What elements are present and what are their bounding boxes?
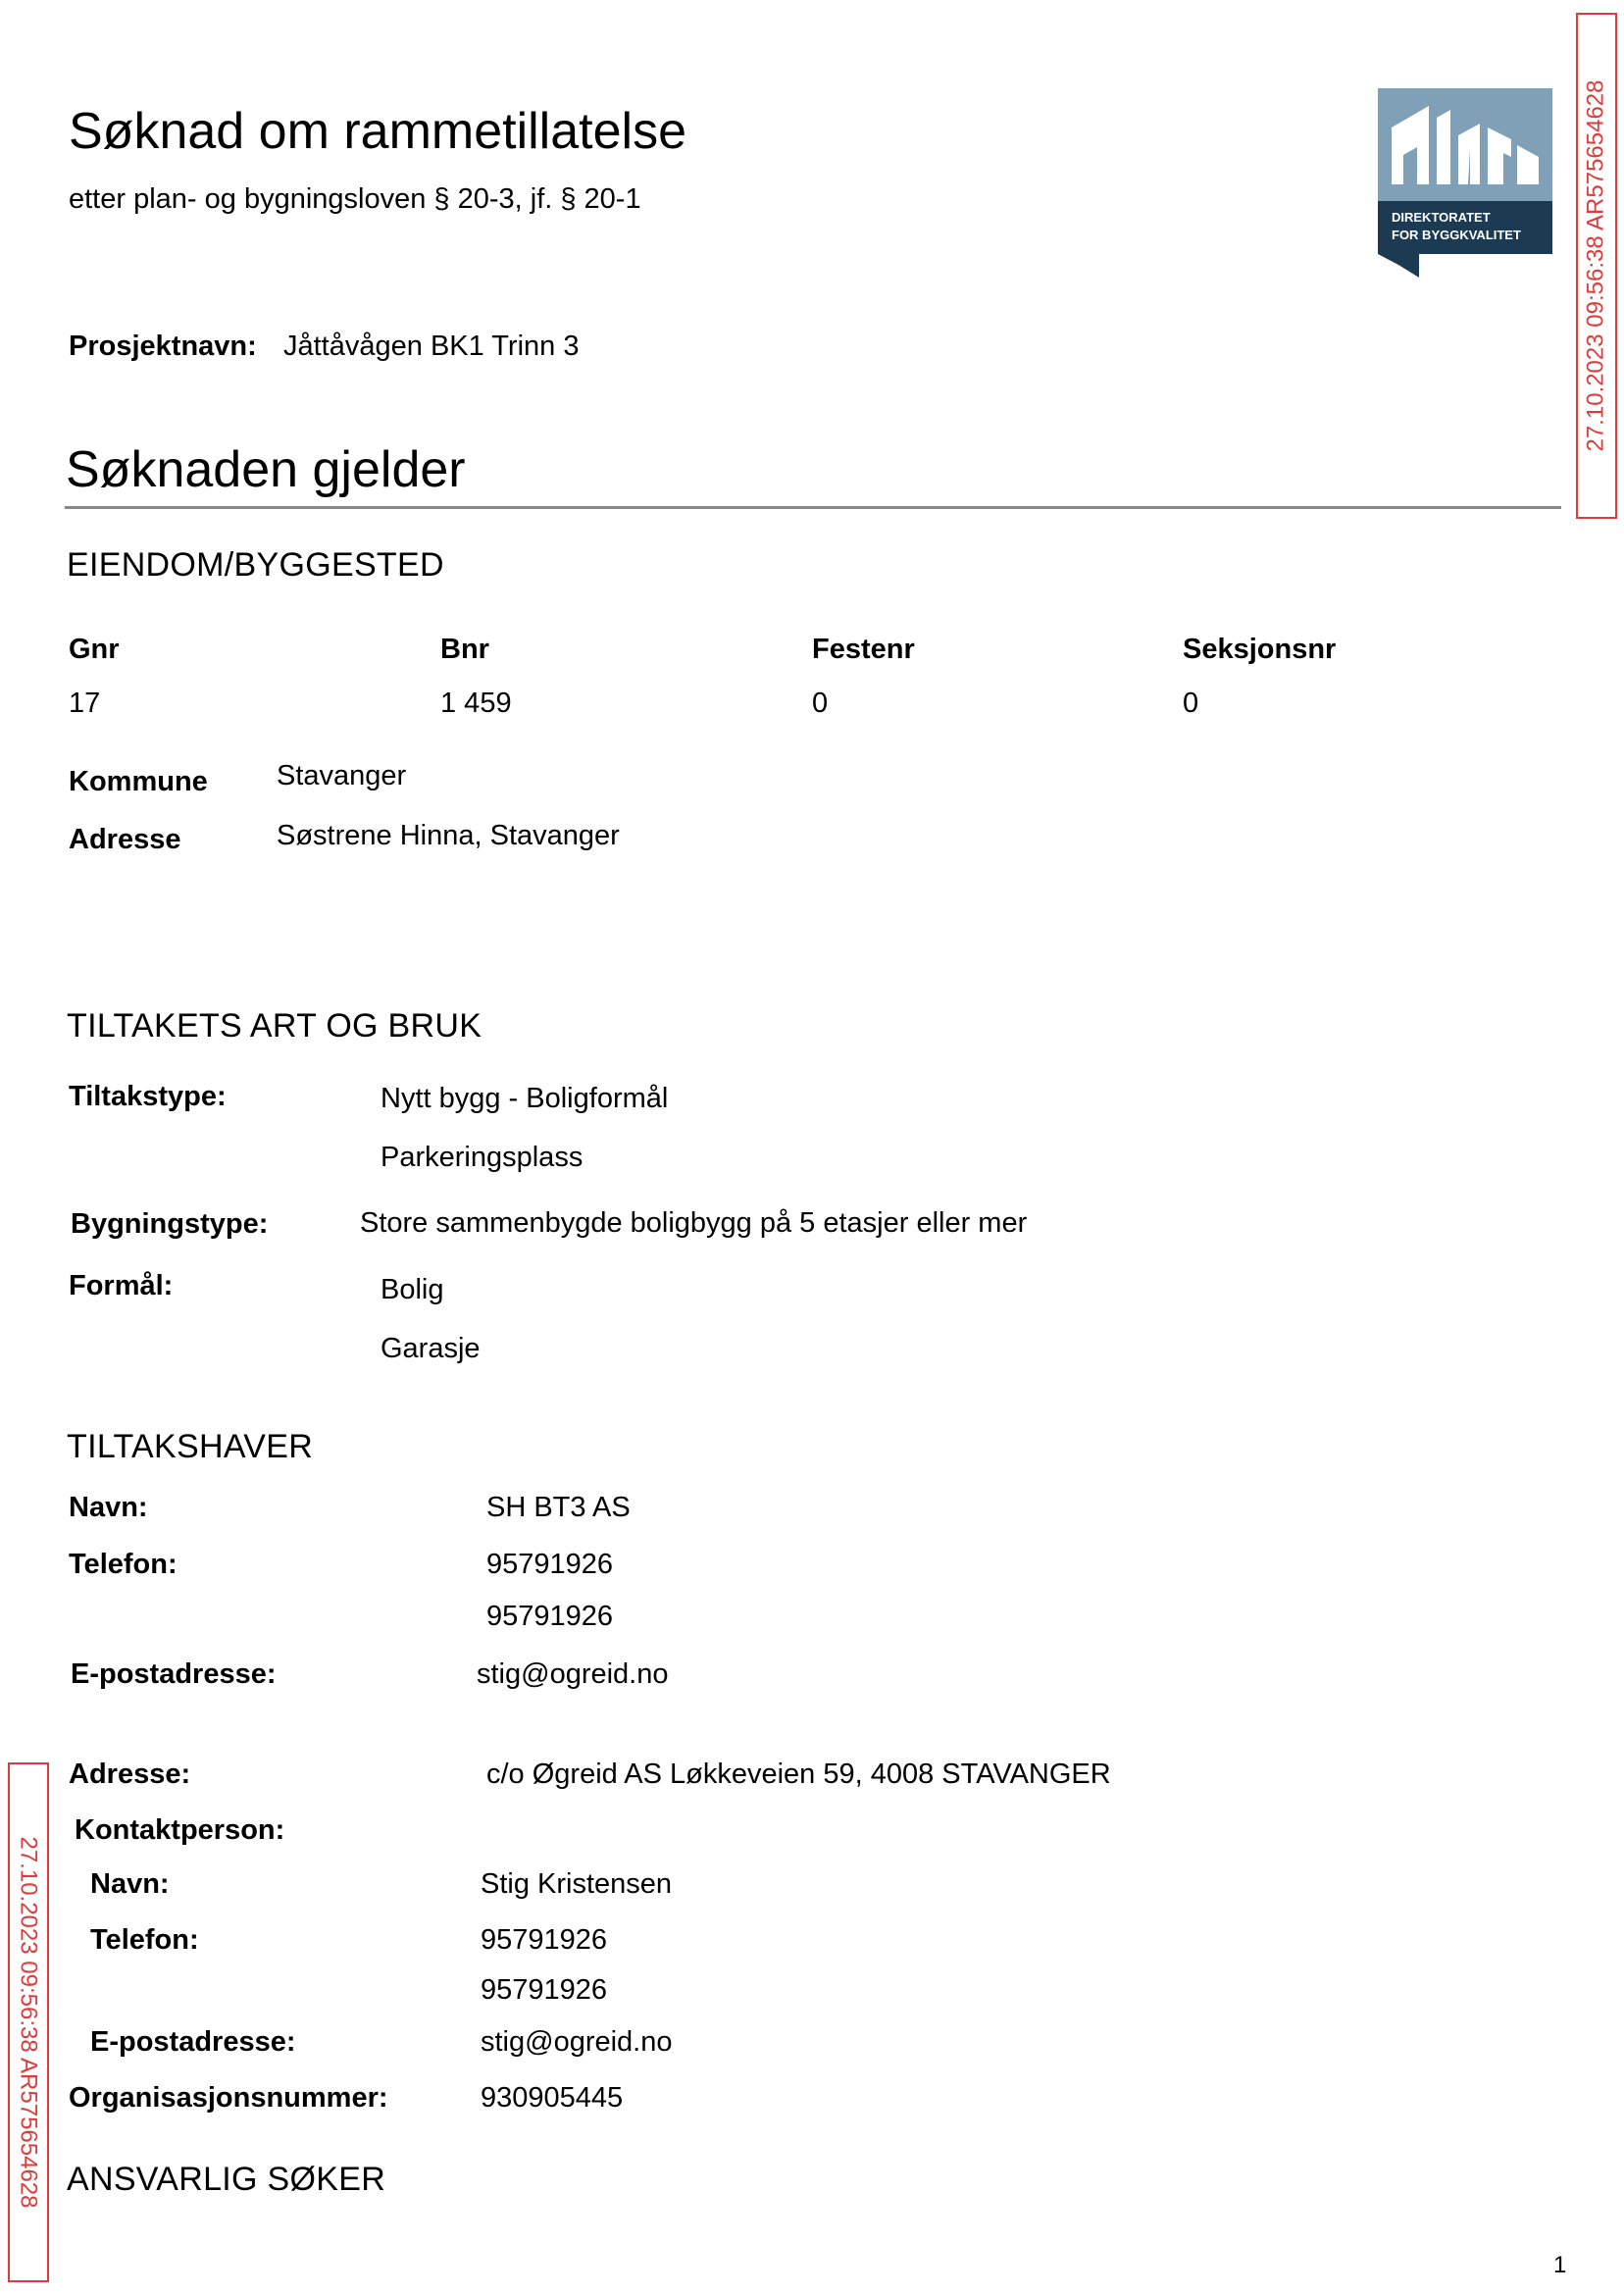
gnr-label: Gnr [69, 634, 120, 665]
kontakt-navn-value: Stig Kristensen [481, 1868, 673, 1900]
project-name-value: Jåttåvågen BK1 Trinn 3 [283, 331, 580, 362]
document-subtitle: etter plan- og bygningsloven § 20-3, jf. § 20-1 [69, 183, 641, 215]
document-title: Søknad om rammetillatelse [69, 103, 686, 160]
tiltakshaver-adresse-value: c/o Øgreid AS Løkkeveien 59, 4008 STAVANGER [486, 1759, 1111, 1790]
tiltakshaver-navn-value: SH BT3 AS [486, 1492, 631, 1523]
timestamp-stamp-left [8, 1762, 49, 2282]
bnr-label: Bnr [440, 634, 489, 665]
page-number: 1 [1553, 2252, 1567, 2278]
kommune-label: Kommune [69, 766, 208, 797]
tiltakshaver-telefon-label: Telefon: [69, 1549, 178, 1580]
eiendom-heading: EIENDOM/BYGGESTED [67, 546, 444, 584]
section-title: Søknaden gjelder [66, 441, 466, 498]
kontakt-epost-label: E-postadresse: [90, 2026, 296, 2058]
orgnr-value: 930905445 [481, 2082, 624, 2114]
orgnr-label: Organisasjonsnummer: [69, 2082, 388, 2114]
tiltak-heading: TILTAKETS ART OG BRUK [67, 1007, 482, 1045]
festenr-value: 0 [812, 688, 829, 719]
tiltakshaver-navn-label: Navn: [69, 1492, 148, 1523]
tiltakshaver-epost-label: E-postadresse: [71, 1658, 277, 1690]
tiltakstype-value-2: Parkeringsplass [381, 1142, 584, 1173]
dibk-logo-icon [1378, 88, 1552, 278]
kontakt-navn-label: Navn: [90, 1868, 170, 1900]
bygningstype-label: Bygningstype: [71, 1208, 269, 1240]
tiltakshaver-epost-value: stig@ogreid.no [477, 1658, 669, 1690]
kontakt-telefon-label: Telefon: [90, 1924, 199, 1956]
adresse-value: Søstrene Hinna, Stavanger [277, 820, 620, 851]
formal-label: Formål: [69, 1270, 174, 1301]
stamp-text: 27.10.2023 09:56:38 AR575654628 [16, 1836, 42, 2209]
timestamp-stamp-right [1576, 13, 1617, 519]
adresse-label: Adresse [69, 824, 181, 855]
formal-value-2: Garasje [381, 1333, 481, 1364]
tiltakstype-label: Tiltakstype: [69, 1081, 227, 1112]
stamp-text: 27.10.2023 09:56:38 AR575654628 [1583, 79, 1609, 452]
tiltakshaver-adresse-label: Adresse: [69, 1759, 191, 1790]
kontakt-telefon-value-2: 95791926 [481, 1974, 608, 2006]
section-divider [65, 506, 1561, 509]
tiltakshaver-telefon-value-1: 95791926 [486, 1549, 614, 1580]
dibk-logo [1378, 88, 1552, 282]
formal-value-1: Bolig [381, 1274, 444, 1305]
bygningstype-value: Store sammenbygde boligbygg på 5 etasjer eller mer [360, 1207, 1028, 1239]
logo-line2: FOR BYGGKVALITET [1392, 228, 1521, 242]
kommune-value: Stavanger [277, 760, 407, 791]
tiltakshaver-telefon-value-2: 95791926 [486, 1601, 614, 1632]
tiltakstype-value-1: Nytt bygg - Boligformål [381, 1083, 669, 1114]
project-name-label: Prosjektnavn: [69, 331, 257, 362]
kontaktperson-label: Kontaktperson: [75, 1814, 285, 1846]
kontakt-telefon-value-1: 95791926 [481, 1924, 608, 1956]
seksjonsnr-value: 0 [1183, 688, 1199, 719]
gnr-value: 17 [69, 688, 101, 719]
tiltakshaver-heading: TILTAKSHAVER [67, 1428, 314, 1465]
seksjonsnr-label: Seksjonsnr [1183, 634, 1337, 665]
kontakt-epost-value: stig@ogreid.no [481, 2026, 673, 2058]
bnr-value: 1 459 [440, 688, 512, 719]
ansvarlig-heading: ANSVARLIG SØKER [67, 2161, 386, 2198]
logo-line1: DIREKTORATET [1392, 210, 1491, 225]
festenr-label: Festenr [812, 634, 915, 665]
